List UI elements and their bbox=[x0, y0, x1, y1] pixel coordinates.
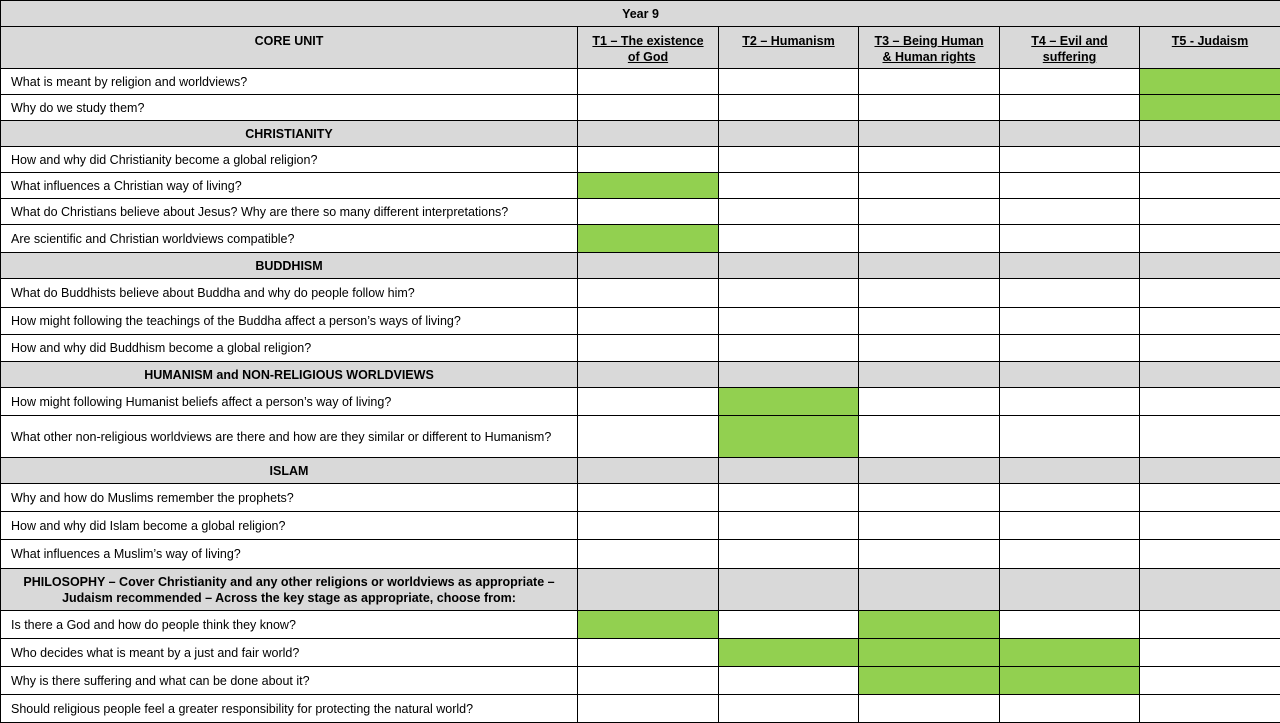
question-cell: What influences a Christian way of living? bbox=[1, 173, 578, 199]
term-cell bbox=[1000, 388, 1140, 416]
question-cell: How might following Humanist beliefs affect a person’s way of living? bbox=[1, 388, 578, 416]
term-cell bbox=[1140, 695, 1280, 723]
term-cell bbox=[1140, 253, 1280, 279]
term-cell bbox=[1000, 253, 1140, 279]
term-cell bbox=[1140, 199, 1280, 225]
table-row bbox=[1, 667, 1280, 695]
term-mark-cell bbox=[859, 639, 1000, 667]
term-cell bbox=[719, 253, 859, 279]
term-cell bbox=[719, 611, 859, 639]
section-row bbox=[1, 362, 1280, 388]
term-cell bbox=[578, 95, 719, 121]
term-cell bbox=[719, 147, 859, 173]
term-cell bbox=[859, 512, 1000, 540]
question-cell: How and why did Christianity become a global religion? bbox=[1, 147, 578, 173]
term-cell bbox=[719, 540, 859, 569]
question-cell: What influences a Muslim’s way of living? bbox=[1, 540, 578, 569]
question-cell: What is meant by religion and worldviews? bbox=[1, 69, 578, 95]
term-cell bbox=[1140, 667, 1280, 695]
term-mark-cell bbox=[719, 388, 859, 416]
term-cell bbox=[719, 95, 859, 121]
section-heading: CHRISTIANITY bbox=[1, 121, 578, 147]
table-row bbox=[1, 279, 1280, 308]
term-cell bbox=[719, 695, 859, 723]
section-row bbox=[1, 253, 1280, 279]
term-mark-cell bbox=[1000, 639, 1140, 667]
term-cell bbox=[859, 279, 1000, 308]
term-header-5 bbox=[1140, 27, 1280, 69]
term-cell bbox=[859, 173, 1000, 199]
term-cell bbox=[1140, 388, 1280, 416]
term-cell bbox=[1000, 69, 1140, 95]
table-row bbox=[1, 639, 1280, 667]
question-cell: Who decides what is meant by a just and fair world? bbox=[1, 639, 578, 667]
term-cell bbox=[1000, 95, 1140, 121]
question-cell: What do Christians believe about Jesus? Why are there so many different interpretations? bbox=[1, 199, 578, 225]
term-cell bbox=[1140, 611, 1280, 639]
term-cell bbox=[578, 639, 719, 667]
question-cell: What do Buddhists believe about Buddha and why do people follow him? bbox=[1, 279, 578, 308]
term-cell bbox=[578, 458, 719, 484]
term-cell bbox=[578, 121, 719, 147]
term-label: T5 - Judaism bbox=[1172, 34, 1248, 48]
term-cell bbox=[859, 362, 1000, 388]
term-mark-cell bbox=[1140, 95, 1280, 121]
question-cell: What other non-religious worldviews are there and how are they similar or different to Humanism? bbox=[1, 416, 578, 458]
section-heading: ISLAM bbox=[1, 458, 578, 484]
term-cell bbox=[578, 695, 719, 723]
term-cell bbox=[1000, 121, 1140, 147]
term-cell bbox=[859, 199, 1000, 225]
term-cell bbox=[1140, 147, 1280, 173]
section-heading: PHILOSOPHY – Cover Christianity and any other religions or worldviews as appropriate – Judaism recommended – Across the key stage as appropriate, choose from: bbox=[1, 569, 578, 611]
table-row bbox=[1, 611, 1280, 639]
header-row bbox=[1, 27, 1280, 69]
term-cell bbox=[1140, 569, 1280, 611]
question-cell: How and why did Islam become a global religion? bbox=[1, 512, 578, 540]
term-cell bbox=[719, 173, 859, 199]
term-cell bbox=[1000, 484, 1140, 512]
core-unit-header: CORE UNIT bbox=[1, 27, 578, 69]
term-cell bbox=[578, 362, 719, 388]
term-header-2 bbox=[719, 27, 859, 69]
term-cell bbox=[719, 512, 859, 540]
term-mark-cell bbox=[578, 611, 719, 639]
table-row bbox=[1, 540, 1280, 569]
section-row bbox=[1, 121, 1280, 147]
table-row bbox=[1, 199, 1280, 225]
table-row bbox=[1, 484, 1280, 512]
question-cell: Are scientific and Christian worldviews compatible? bbox=[1, 225, 578, 253]
title-row bbox=[1, 1, 1280, 27]
term-cell bbox=[1140, 279, 1280, 308]
term-cell bbox=[1140, 335, 1280, 362]
term-header-4 bbox=[1000, 27, 1140, 69]
term-cell bbox=[1140, 308, 1280, 335]
term-mark-cell bbox=[1140, 69, 1280, 95]
term-cell bbox=[719, 121, 859, 147]
question-cell: Is there a God and how do people think they know? bbox=[1, 611, 578, 639]
term-cell bbox=[1000, 611, 1140, 639]
term-cell bbox=[1000, 279, 1140, 308]
term-cell bbox=[1000, 569, 1140, 611]
table-title: Year 9 bbox=[1, 1, 1280, 27]
term-cell bbox=[1000, 458, 1140, 484]
term-cell bbox=[1140, 362, 1280, 388]
term-cell bbox=[578, 569, 719, 611]
term-mark-cell bbox=[859, 611, 1000, 639]
term-mark-cell bbox=[1000, 667, 1140, 695]
table-row bbox=[1, 335, 1280, 362]
term-cell bbox=[859, 69, 1000, 95]
term-header-1 bbox=[578, 27, 719, 69]
term-mark-cell bbox=[578, 225, 719, 253]
question-cell: Why do we study them? bbox=[1, 95, 578, 121]
term-cell bbox=[1000, 416, 1140, 458]
table-row bbox=[1, 388, 1280, 416]
term-cell bbox=[578, 335, 719, 362]
term-cell bbox=[1000, 695, 1140, 723]
question-cell: How might following the teachings of the Buddha affect a person’s ways of living? bbox=[1, 308, 578, 335]
term-cell bbox=[1000, 308, 1140, 335]
term-cell bbox=[719, 279, 859, 308]
term-cell bbox=[859, 121, 1000, 147]
term-mark-cell bbox=[719, 416, 859, 458]
term-cell bbox=[1000, 512, 1140, 540]
term-mark-cell bbox=[578, 173, 719, 199]
term-cell bbox=[578, 69, 719, 95]
term-cell bbox=[1000, 335, 1140, 362]
table-row bbox=[1, 69, 1280, 95]
term-cell bbox=[578, 512, 719, 540]
section-row bbox=[1, 458, 1280, 484]
table-row bbox=[1, 95, 1280, 121]
term-cell bbox=[578, 484, 719, 512]
term-cell bbox=[859, 484, 1000, 512]
term-cell bbox=[719, 199, 859, 225]
term-mark-cell bbox=[719, 639, 859, 667]
table-row bbox=[1, 512, 1280, 540]
term-cell bbox=[719, 484, 859, 512]
term-cell bbox=[859, 308, 1000, 335]
term-cell bbox=[578, 540, 719, 569]
question-cell: Why is there suffering and what can be done about it? bbox=[1, 667, 578, 695]
term-cell bbox=[719, 335, 859, 362]
term-cell bbox=[859, 458, 1000, 484]
section-heading: HUMANISM and NON-RELIGIOUS WORLDVIEWS bbox=[1, 362, 578, 388]
term-cell bbox=[719, 69, 859, 95]
term-cell bbox=[859, 253, 1000, 279]
term-mark-cell bbox=[859, 667, 1000, 695]
term-cell bbox=[578, 199, 719, 225]
term-cell bbox=[1140, 540, 1280, 569]
term-cell bbox=[719, 362, 859, 388]
question-cell: Should religious people feel a greater responsibility for protecting the natural world? bbox=[1, 695, 578, 723]
term-label: T3 – Being Human & Human rights bbox=[874, 34, 983, 64]
table-row bbox=[1, 695, 1280, 723]
term-cell bbox=[859, 540, 1000, 569]
term-cell bbox=[1140, 639, 1280, 667]
term-cell bbox=[578, 147, 719, 173]
term-cell bbox=[578, 388, 719, 416]
term-cell bbox=[578, 279, 719, 308]
term-cell bbox=[578, 416, 719, 458]
term-cell bbox=[859, 95, 1000, 121]
table-row bbox=[1, 308, 1280, 335]
term-cell bbox=[1000, 173, 1140, 199]
term-cell bbox=[1140, 225, 1280, 253]
term-cell bbox=[1140, 512, 1280, 540]
term-cell bbox=[1000, 225, 1140, 253]
section-heading: BUDDHISM bbox=[1, 253, 578, 279]
term-header-3 bbox=[859, 27, 1000, 69]
term-cell bbox=[1140, 121, 1280, 147]
term-cell bbox=[1140, 173, 1280, 199]
term-label: T1 – The existence of God bbox=[592, 34, 703, 64]
term-cell bbox=[719, 667, 859, 695]
table-row bbox=[1, 173, 1280, 199]
term-cell bbox=[859, 335, 1000, 362]
term-cell bbox=[859, 147, 1000, 173]
term-cell bbox=[1140, 416, 1280, 458]
term-cell bbox=[1000, 199, 1140, 225]
section-row bbox=[1, 569, 1280, 611]
term-label: T2 – Humanism bbox=[742, 34, 834, 48]
question-cell: How and why did Buddhism become a global religion? bbox=[1, 335, 578, 362]
term-cell bbox=[859, 695, 1000, 723]
term-cell bbox=[719, 308, 859, 335]
term-cell bbox=[1000, 362, 1140, 388]
term-cell bbox=[578, 667, 719, 695]
term-cell bbox=[859, 416, 1000, 458]
term-cell bbox=[1000, 147, 1140, 173]
term-cell bbox=[1000, 540, 1140, 569]
term-cell bbox=[1140, 458, 1280, 484]
term-cell bbox=[578, 253, 719, 279]
term-cell bbox=[719, 458, 859, 484]
term-cell bbox=[1140, 484, 1280, 512]
term-label: T4 – Evil and suffering bbox=[1031, 34, 1107, 64]
term-cell bbox=[859, 225, 1000, 253]
term-cell bbox=[859, 569, 1000, 611]
table-row bbox=[1, 147, 1280, 173]
question-cell: Why and how do Muslims remember the prophets? bbox=[1, 484, 578, 512]
term-cell bbox=[578, 308, 719, 335]
table-row bbox=[1, 416, 1280, 458]
term-cell bbox=[719, 569, 859, 611]
term-cell bbox=[719, 225, 859, 253]
table-row bbox=[1, 225, 1280, 253]
term-cell bbox=[859, 388, 1000, 416]
